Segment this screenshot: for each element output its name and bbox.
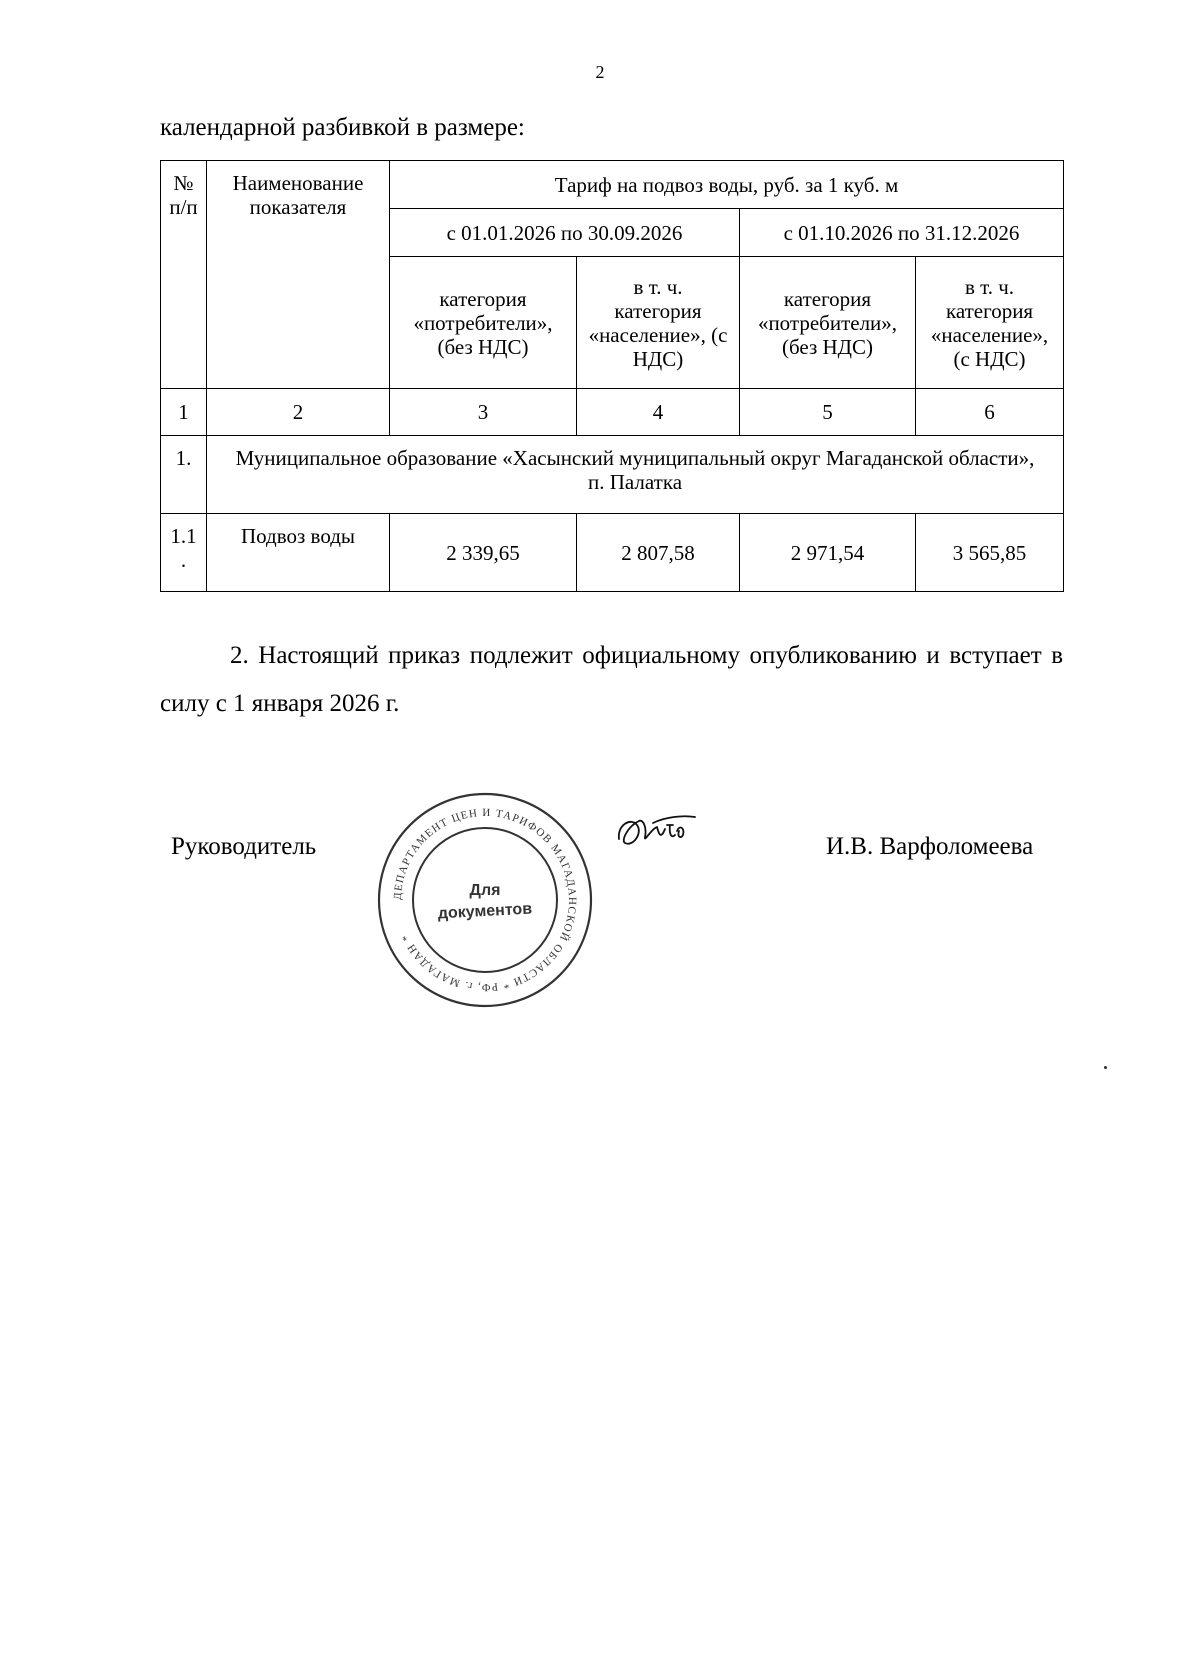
- population-label: категория «население», (с НДС): [930, 298, 1049, 371]
- header-indicator-name: Наименование показателя: [207, 161, 390, 389]
- section-title: Муниципальное образование «Хасынский муниципальный округ Магаданской области», п. Палатка: [207, 436, 1064, 514]
- column-number: 4: [577, 389, 740, 436]
- intro-text: календарной разбивкой в размере:: [160, 114, 525, 141]
- header-period-1: с 01.01.2026 по 30.09.2026: [390, 209, 740, 257]
- signer-name: И.В. Варфоломеева: [826, 833, 1034, 860]
- header-number: № п/п: [161, 161, 207, 389]
- header-category-consumers: категория «потребители», (без НДС): [390, 257, 577, 389]
- stamp-center-line-2: документов: [437, 900, 533, 923]
- handwritten-signature: [613, 807, 698, 857]
- stamp-inner-ring: [413, 828, 557, 972]
- population-prefix: в т. ч.: [633, 274, 683, 299]
- page-number: 2: [595, 62, 605, 82]
- header-category-population: [916, 257, 1064, 389]
- scan-speck: [1104, 1066, 1107, 1069]
- section-number: 1.: [161, 436, 207, 514]
- stamp-center-line-1: Для: [469, 882, 501, 899]
- column-number: 5: [740, 389, 916, 436]
- stamp-outer-ring: [379, 794, 591, 1006]
- header-category-consumers: категория «потребители», (без НДС): [740, 257, 916, 389]
- row-value: 3 565,85: [916, 514, 1064, 592]
- header-tariff: Тариф на подвоз воды, руб. за 1 куб. м: [390, 161, 1064, 209]
- signer-role: Руководитель: [171, 833, 317, 860]
- column-number: 2: [207, 389, 390, 436]
- row-number: 1.1 .: [161, 514, 207, 592]
- population-prefix: в т. ч.: [964, 274, 1015, 299]
- population-label: категория «население», (с НДС): [588, 298, 728, 371]
- stamp-outer-text: ДЕПАРТАМЕНТ ЦЕН И ТАРИФОВ МАГАДАНСКОЙ ОБЛАСТИ * РФ, г. МАГАДАН *: [391, 806, 579, 994]
- row-value: 2 971,54: [740, 514, 916, 592]
- official-stamp: [375, 790, 595, 1010]
- column-number: 3: [390, 389, 577, 436]
- header-category-population: [577, 257, 740, 389]
- row-value: 2 339,65: [390, 514, 577, 592]
- row-value: 2 807,58: [577, 514, 740, 592]
- effective-date-paragraph: 2. Настоящий приказ подлежит официальному опубликованию и вступает в силу с 1 января 2026 г.: [160, 642, 1063, 717]
- column-number: 1: [161, 389, 207, 436]
- row-indicator-name: Подвоз воды: [207, 514, 390, 592]
- header-period-2: с 01.10.2026 по 31.12.2026: [740, 209, 1064, 257]
- column-number: 6: [916, 389, 1064, 436]
- tariff-table: [160, 160, 1064, 592]
